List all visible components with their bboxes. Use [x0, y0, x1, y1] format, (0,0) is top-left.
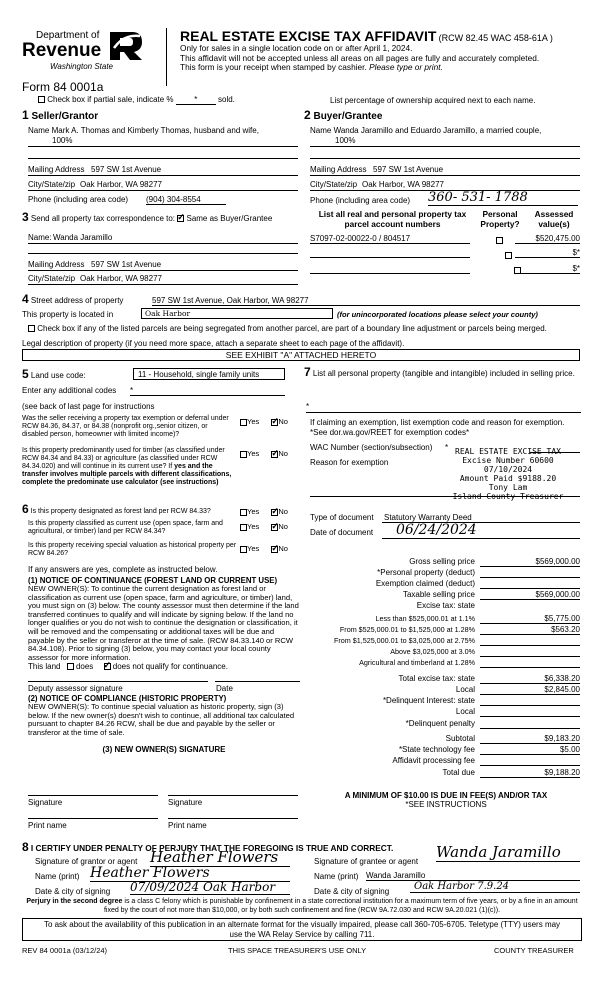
buyer-heading: Buyer/Grantee — [313, 111, 383, 122]
segregated-checkbox[interactable] — [28, 325, 35, 332]
seller-pct[interactable]: 100% — [52, 136, 73, 145]
corr-label: Send all property tax correspondence to: — [30, 214, 176, 223]
wac-label: WAC Number (section/subsection) — [310, 443, 433, 452]
stamp-line-2: Excise Number 60600 — [462, 456, 554, 465]
corr-name-label: Name: — [28, 233, 52, 242]
q6-note: If any answers are yes, complete as instructed below. — [28, 565, 218, 574]
seller-mail-label: Mailing Address — [28, 165, 85, 174]
parcels-col2: Personal Property? — [480, 209, 520, 229]
q6a-no-label: No — [278, 507, 288, 516]
grantor-name-label: Name (print) — [35, 872, 80, 881]
reason-label: Reason for exemption — [310, 458, 389, 467]
calc-label: Local — [455, 685, 475, 694]
new-owner-sig-1-label: Signature — [28, 798, 63, 807]
grantor-sig-label: Signature of grantor or agent — [35, 857, 138, 866]
calc-value[interactable] — [480, 568, 580, 578]
grantee-name-label: Name (print) — [314, 872, 359, 881]
land-does-checkbox[interactable] — [67, 663, 74, 670]
wac-value[interactable]: * — [445, 443, 449, 452]
seller-heading: Seller/Grantor — [31, 111, 99, 122]
q6b-yes-checkbox[interactable] — [240, 524, 247, 531]
ada-notice: To ask about the availability of this publication in an alternate format for the visually impaired, please call 360-705-6705. Teletype (TTY) users may use the WA Relay Service by calling 711. — [22, 918, 582, 941]
exemption-text: If claiming an exemption, list exemption code and reason for exemption. *See dor.wa.gov/REET for exemption codes* — [310, 418, 565, 437]
footer-center: THIS SPACE TREASURER'S USE ONLY — [228, 946, 367, 955]
q6-num: 6 — [22, 502, 29, 516]
seller-city[interactable]: Oak Harbor, WA 98277 — [80, 180, 162, 189]
calc-label: Above $3,025,000 at 3.0% — [390, 647, 475, 656]
grantor-signature[interactable]: Heather Flowers — [150, 848, 290, 867]
land-use-label: Land use code: — [30, 371, 86, 380]
calc-value[interactable] — [480, 719, 580, 729]
treasurer-stamp — [452, 447, 564, 501]
q6b-yes-label: Yes — [247, 522, 260, 531]
logo-revenue: Revenue — [22, 40, 102, 61]
corr-mail-label: Mailing Address — [28, 260, 85, 269]
calc-label: Less than $525,000.01 at 1.1% — [375, 614, 475, 623]
partial-sale-label: Check box if partial sale, indicate % — [47, 95, 174, 104]
new-owner-sig-title: (3) NEW OWNER(S) SIGNATURE — [102, 745, 226, 754]
new-owner-print-1-label: Print name — [28, 821, 67, 830]
seller-name-label: Name — [28, 126, 50, 135]
grantor-date[interactable]: 07/09/2024 Oak Harbor — [130, 880, 290, 895]
buyer-pct[interactable]: 100% — [335, 136, 356, 145]
q6a-yes-checkbox[interactable] — [240, 509, 247, 516]
grantee-sig-label: Signature of grantee or agent — [314, 857, 419, 866]
calc-value[interactable]: $569,000.00 — [480, 590, 580, 600]
same-as-buyer-checkbox[interactable] — [177, 215, 184, 222]
calc-label: Taxable selling price — [402, 590, 475, 599]
calc-label: Exemption claimed (deduct) — [375, 579, 475, 588]
personal-value[interactable]: * — [306, 402, 310, 411]
stamp-line-6: Island County Treasurer — [452, 492, 564, 501]
q6-item-1: Is this property designated as forest land per RCW 84.33? — [30, 508, 211, 515]
land-does-not-checkbox[interactable] — [104, 663, 111, 670]
located-label: This property is located in — [22, 310, 114, 319]
located-note: (for unincorporated locations please select your county) — [337, 310, 538, 319]
same-as-buyer-label: Same as Buyer/Grantee — [186, 214, 273, 223]
calc-value[interactable]: $6,338.20 — [480, 674, 580, 684]
logo-dept: Department of — [36, 30, 100, 41]
grantee-name[interactable]: Wanda Jaramillo — [366, 871, 580, 881]
deputy-date-label: Date — [216, 684, 233, 693]
partial-sale-suffix: sold. — [218, 95, 235, 104]
calc-label: Subtotal — [445, 734, 475, 743]
q2-no-checkbox[interactable] — [271, 451, 278, 458]
parcel-number-1[interactable]: S7097-02-00022-0 / 804517 — [310, 234, 470, 244]
calc-value[interactable] — [480, 696, 580, 706]
q6c-yes-checkbox[interactable] — [240, 546, 247, 553]
doc-date[interactable]: 06/24/2024 — [382, 522, 580, 539]
header-line-1: Only for sales in a single location code on or after April 1, 2024. — [180, 43, 413, 53]
calc-label: *Delinquent Interest: state — [382, 696, 475, 705]
calc-label: Total excise tax: state — [398, 674, 475, 683]
land-use-num: 5 — [22, 367, 29, 381]
calc-value[interactable] — [480, 647, 580, 657]
calc-label: *Delinquent penalty — [405, 719, 475, 728]
q6c-no-label: No — [278, 544, 288, 553]
parcel-value-1[interactable]: $520,475.00 — [515, 234, 580, 244]
form-number: Form 84 0001a — [22, 80, 104, 94]
calc-label: From $1,525,000.01 to $3,025,000 at 2.75% — [333, 636, 475, 645]
stamp-line-4: Amount Paid $9188.20 — [459, 474, 557, 483]
seller-phone-label: Phone (including area code) — [28, 195, 129, 204]
calc-value[interactable]: $563.20 — [480, 625, 580, 635]
header-line-3: This form is your receipt when stamped by cashier. — [180, 62, 367, 72]
new-owner-sig-2-label: Signature — [168, 798, 203, 807]
stamp-line-3: 07/10/2024 — [483, 465, 533, 474]
question-2: Is this property predominantly used for timber (as classified under RCW 84.34 and 84.33) or agriculture (as classified under RCW 84.34.020) and will continue in its current use? If — [22, 447, 225, 470]
notice2-title: (2) NOTICE OF COMPLIANCE (HISTORIC PROPERTY) — [28, 694, 227, 703]
calc-value[interactable]: $5,775.00 — [480, 614, 580, 624]
additional-codes-value[interactable]: * — [130, 386, 285, 396]
buyer-city-label: City/State/zip — [310, 180, 358, 189]
corr-mail[interactable]: 597 SW 1st Avenue — [91, 260, 162, 269]
calc-value[interactable] — [480, 636, 580, 646]
segregated-label: Check box if any of the listed parcels are being segregated from another parcel, are part of a boundary line adjustment or parcels being merged. — [37, 324, 547, 333]
street-value[interactable]: 597 SW 1st Avenue, Oak Harbor, WA 98277 — [152, 296, 580, 306]
street-label: Street address of property — [30, 296, 124, 305]
perjury-text: is a class C felony which is punishable by confinement in a state correctional institution for a maximum term of five years, or by a fine in an amount fixed by the court of not more than $10,000, or by both such confinement and fine (RCW 9A.72.030 and RCW 9A.20.021 (1)(c)). — [103, 898, 578, 914]
deputy-sig-label: Deputy assessor signature — [28, 684, 123, 693]
buyer-mail[interactable]: 597 SW 1st Avenue — [373, 165, 444, 174]
q6b-no-label: No — [278, 522, 288, 531]
q6a-yes-label: Yes — [247, 507, 260, 516]
notice1-text: NEW OWNER(S): To continue the current designation as forest land or classification as current use (open space, farm and agriculture, or timber) land, you must sign on (3) below. The county assessor must then determine if the land transferred continues to qualify and will indicate by signing below. If the land no longer qualifies or you do not wish to continue the designation or classification, it will be removed and the compensating or additional taxes will be due and payable by the seller or transferor at the time of sale. (RCW 84.33.140 or RCW 84.34.108). Prior to signing (3) below, you may contact your local county assessor for more information. — [28, 584, 299, 662]
personal-num: 7 — [304, 365, 311, 379]
buyer-mail-label: Mailing Address — [310, 165, 367, 174]
q6-item-2: Is this property classified as current use (open space, farm and agricultural, or timber) land per RCW 84.34? — [28, 520, 223, 535]
calc-label: Local — [455, 707, 475, 716]
q6c-no-checkbox[interactable] — [271, 546, 278, 553]
calc-value[interactable]: $5.00 — [480, 745, 580, 755]
corr-num: 3 — [22, 210, 29, 224]
calc-value[interactable] — [480, 756, 580, 766]
calc-label: Agricultural and timberland at 1.28% — [359, 658, 475, 667]
parcel-number-3[interactable] — [310, 264, 470, 274]
partial-sale-checkbox[interactable] — [38, 96, 45, 103]
form-title-ref: (RCW 82.45 WAC 458-61A ) — [438, 33, 553, 43]
ownership-note: List percentage of ownership acquired next to each name. — [330, 96, 536, 105]
grantee-signature[interactable]: Wanda Jaramillo — [436, 843, 580, 862]
corr-city-label: City/State/zip — [28, 274, 76, 283]
parcels-col1: List all real and personal property tax parcel account numbers — [318, 209, 467, 229]
parcel-value-3[interactable]: $* — [515, 264, 580, 274]
parcels-col3: Assessed value(s) — [534, 209, 574, 229]
parcel-personal-2-checkbox[interactable] — [505, 252, 512, 259]
seller-num: 1 — [22, 108, 29, 122]
personal-label: List all personal property (tangible and intangible) included in selling price. — [312, 369, 575, 378]
certify-text: I CERTIFY UNDER PENALTY OF PERJURY THAT THE FOREGOING IS TRUE AND CORRECT. — [30, 843, 394, 853]
buyer-phone[interactable]: 360- 531- 1788 — [428, 190, 578, 206]
question-1: Was the seller receiving a property tax exemption or deferral under RCW 84.36, 84.37, or 84.38 (nonprofit org.,senior citizen, or disabled person, homeowner with limited income)? — [22, 415, 229, 438]
calc-label: Total due — [442, 768, 475, 777]
q2-yes-label: Yes — [247, 449, 260, 458]
form-title: REAL ESTATE EXCISE TAX AFFIDAVIT — [180, 28, 437, 44]
calc-value[interactable] — [480, 707, 580, 717]
seller-city-label: City/State/zip — [28, 180, 76, 189]
calc-value[interactable] — [480, 658, 580, 668]
q6a-no-checkbox[interactable] — [271, 509, 278, 516]
buyer-phone-label: Phone (including area code) — [310, 196, 411, 205]
parcel-personal-1-checkbox[interactable] — [496, 237, 503, 244]
calc-label: *State technology fee — [398, 745, 475, 754]
buyer-name[interactable]: Wanda Jaramillo and Eduardo Jaramillo, a married couple, — [333, 126, 542, 135]
calc-value[interactable]: $2,845.00 — [480, 685, 580, 695]
calc-value[interactable]: $569,000.00 — [480, 557, 580, 567]
parcel-value-2[interactable]: $* — [515, 248, 580, 258]
q1-no-label: No — [278, 417, 288, 426]
perjury-bold: Perjury in the second degree — [26, 898, 123, 905]
buyer-name-label: Name — [310, 126, 332, 135]
calc-label: Excise tax: state — [416, 601, 475, 610]
additional-codes-label: Enter any additional codes — [22, 386, 117, 395]
q6b-no-checkbox[interactable] — [271, 524, 278, 531]
q6c-yes-label: Yes — [247, 544, 260, 553]
partial-sale-value[interactable]: * — [176, 95, 216, 105]
see-back: (see back of last page for instructions — [22, 402, 155, 411]
legal-label: Legal description of property (if you need more space, attach a separate sheet to each page of the affidavit). — [22, 339, 405, 348]
question-2-bold: yes and the transfer involves multiple parcels with different classifications, complete the predominate use calculator (see instructions) — [22, 463, 232, 486]
q1-yes-label: Yes — [247, 417, 260, 426]
grantee-date[interactable]: Oak Harbor 7.9.24 — [410, 881, 580, 893]
buyer-city[interactable]: Oak Harbor, WA 98277 — [362, 180, 444, 189]
notice1-title: (1) NOTICE OF CONTINUANCE (FOREST LAND OR CURRENT USE) — [28, 576, 278, 585]
calc-label: From $525,000.01 to $1,525,000 at 1.28% — [339, 625, 475, 634]
dor-logo — [22, 26, 162, 76]
corr-name[interactable]: Wanda Jaramillo — [53, 233, 113, 242]
land-label: This land — [28, 662, 61, 671]
calc-value[interactable]: $9,188.20 — [480, 768, 580, 778]
dor-emblem-icon — [106, 28, 144, 62]
q2-no-label: No — [278, 449, 288, 458]
doc-type[interactable]: Statutory Warranty Deed — [382, 513, 580, 523]
q6-item-3: Is this property receiving special valuation as historical property per RCW 84.26? — [28, 542, 237, 557]
notice2-text: NEW OWNER(S): To continue special valuation as historic property, sign (3) below. If the new owner(s) doesn't wish to continue, all additional tax calculated pursuant to chapter 84.26 RCW, shall be due and payable by the seller or transferor at the time of sale. — [28, 702, 295, 737]
doc-date-label: Date of document — [310, 528, 374, 537]
calc-value[interactable]: $9,183.20 — [480, 734, 580, 744]
street-num: 4 — [22, 292, 29, 306]
minimum-note: A MINIMUM OF $10.00 IS DUE IN FEE(S) AND/OR TAX — [344, 791, 548, 800]
certify-num: 8 — [22, 840, 29, 854]
stamp-line-5: Tony Lam — [488, 483, 528, 492]
calc-value[interactable] — [480, 579, 580, 589]
seller-mail[interactable]: 597 SW 1st Avenue — [91, 165, 162, 174]
land-does-not-label: does not qualify for continuance. — [112, 662, 228, 671]
stamp-line-1: REAL ESTATE EXCISE TAX — [455, 447, 561, 456]
header-italic: Please type or print. — [369, 62, 443, 72]
land-use-select[interactable]: 11 - Household, single family units — [133, 368, 285, 380]
corr-city[interactable]: Oak Harbor, WA 98277 — [80, 274, 162, 283]
legal-value[interactable]: SEE EXHIBIT "A" ATTACHED HERETO — [22, 349, 580, 361]
q2-yes-checkbox[interactable] — [240, 451, 247, 458]
grantor-name[interactable]: Heather Flowers — [90, 865, 290, 882]
land-does-label: does — [75, 662, 94, 671]
seller-phone[interactable]: (904) 304-8554 — [146, 195, 226, 205]
logo-state: Washington State — [50, 62, 114, 71]
calc-label: *Personal property (deduct) — [377, 568, 475, 577]
calc-label: Affidavit processing fee — [392, 756, 475, 765]
buyer-num: 2 — [304, 108, 311, 122]
new-owner-print-2-label: Print name — [168, 821, 207, 830]
grantor-date-label: Date & city of signing — [35, 887, 111, 896]
footer-left: REV 84 0001a (03/12/24) — [22, 946, 108, 955]
grantee-date-label: Date & city of signing — [314, 887, 390, 896]
footer-right: COUNTY TREASURER — [494, 946, 574, 955]
see-instructions: *SEE INSTRUCTIONS — [405, 800, 487, 809]
calc-label: Gross selling price — [409, 557, 475, 566]
q1-no-checkbox[interactable] — [271, 419, 278, 426]
located-select[interactable]: Oak Harbor — [141, 308, 333, 319]
q1-yes-checkbox[interactable] — [240, 419, 247, 426]
seller-name[interactable]: Mark A. Thomas and Kimberly Thomas, husband and wife, — [51, 126, 259, 135]
header-line-2: This affidavit will not be accepted unless all areas on all pages are fully and accurately completed. — [180, 52, 540, 63]
parcel-number-2[interactable] — [310, 248, 470, 258]
doc-type-label: Type of document — [310, 513, 374, 522]
